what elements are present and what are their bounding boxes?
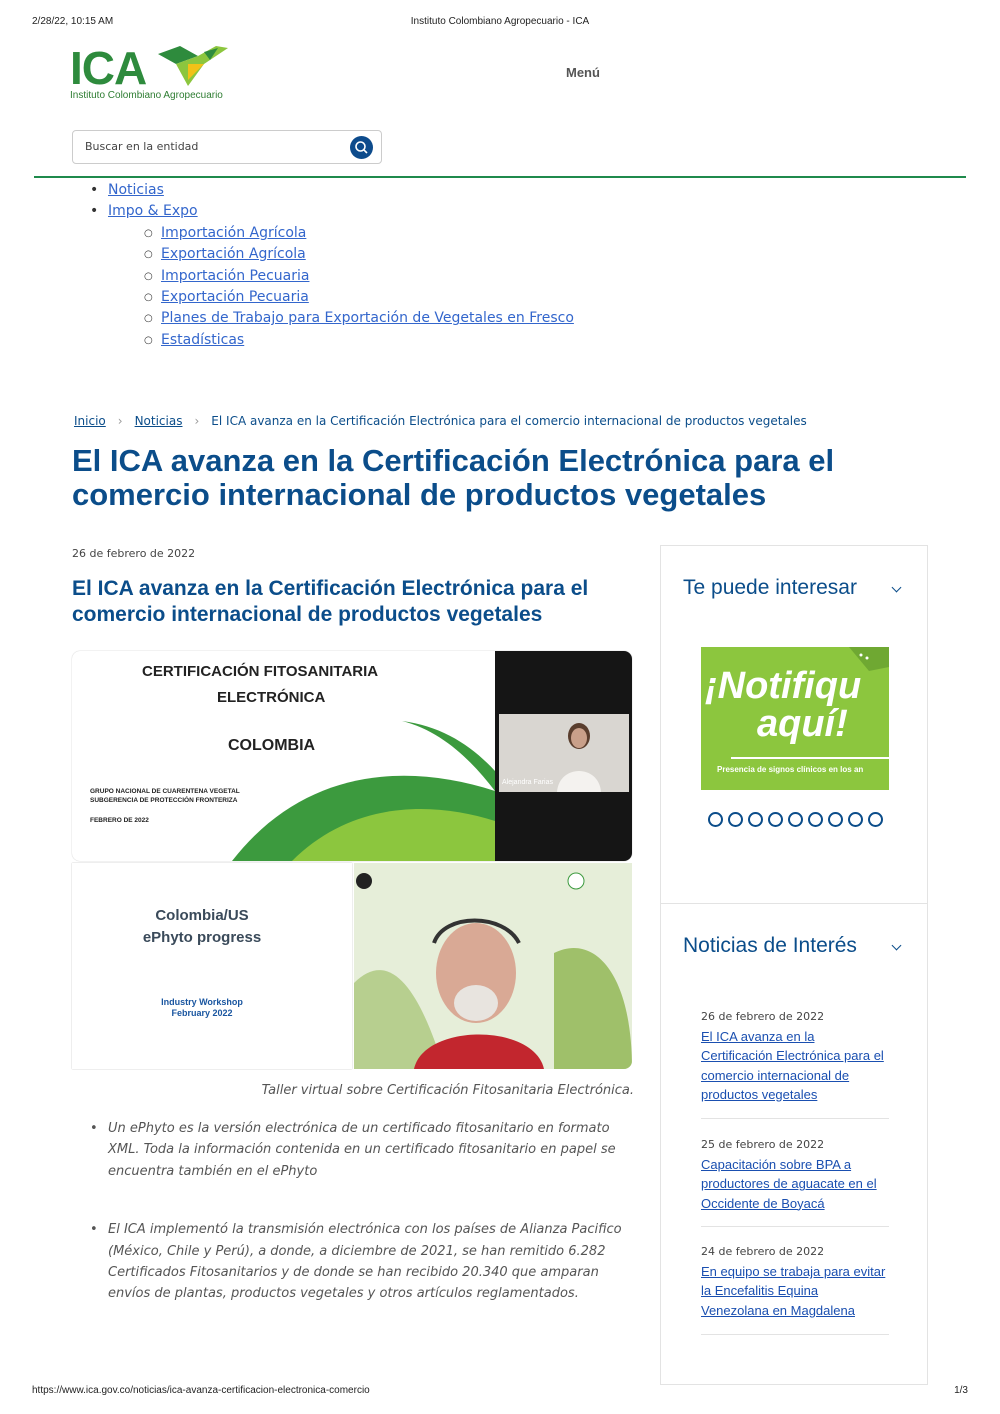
- breadcrumb: [74, 414, 807, 428]
- news-date: 24 de febrero de 2022: [701, 1245, 825, 1258]
- chevron-right-icon: ›: [194, 414, 200, 428]
- news-date: 26 de febrero de 2022: [701, 1010, 825, 1023]
- speaker-illustration: [354, 863, 632, 1069]
- chevron-down-icon[interactable]: [892, 941, 902, 951]
- slide-ephyto: [72, 863, 352, 1069]
- print-datetime: 2/28/22, 10:15 AM: [32, 16, 114, 27]
- nav-item-noticias: [90, 180, 574, 201]
- nav-link-importacion-agricola[interactable]: Importación Agrícola: [161, 224, 307, 241]
- search-input[interactable]: [83, 139, 337, 154]
- logo-text: ICA: [70, 42, 147, 94]
- slide2-event: [72, 997, 332, 1019]
- news-item: [701, 1010, 889, 1104]
- nav-subitem: [108, 223, 574, 244]
- print-footer: [32, 1385, 968, 1396]
- sidebar: [660, 545, 928, 1385]
- banner-line1: ¡Notifiqu: [705, 665, 862, 707]
- carousel-dot[interactable]: [728, 812, 743, 827]
- article-date: 26 de febrero de 2022: [72, 547, 196, 560]
- participant-name: Alejandra Farias: [502, 779, 553, 786]
- slide1-date: FEBRERO DE 2022: [90, 817, 149, 824]
- news-date: 25 de febrero de 2022: [701, 1138, 825, 1151]
- page-title: El ICA avanza en la Certificación Electrónica para el comercio internacional de productos vegetales: [72, 443, 835, 512]
- slide1-group-line2: SUBGERENCIA DE PROTECCIÓN FRONTERIZA: [90, 797, 238, 804]
- carousel-dot[interactable]: [868, 812, 883, 827]
- search-icon: [350, 136, 373, 159]
- notification-banner[interactable]: [701, 647, 889, 790]
- news-link[interactable]: En equipo se trabaja para evitar la Encefalitis Equina Venezolana en Magdalena: [701, 1264, 886, 1318]
- ica-logo[interactable]: [70, 42, 240, 104]
- nav-link-estadisticas[interactable]: Estadísticas: [161, 331, 245, 348]
- nav-link-planes-trabajo[interactable]: Planes de Trabajo para Exportación de Vegetales en Fresco: [161, 310, 574, 327]
- slide1-group: [90, 787, 240, 805]
- header-divider: [34, 176, 966, 178]
- logo-mark-icon: [158, 46, 228, 86]
- print-page-count: 1/3: [954, 1385, 968, 1396]
- breadcrumb-home[interactable]: Inicio: [74, 414, 106, 428]
- banner-line2: aquí!: [757, 703, 848, 745]
- list-item: • Un ePhyto es la versión electrónica de un certificado fitosanitario en formato XML. Toda la información contenida en un certificado fitosanitario en papel se encuentra también en el ePhyto: [90, 1118, 638, 1182]
- print-url: https://www.ica.gov.co/noticias/ica-avanza-certificacion-electronica-comercio: [32, 1385, 370, 1396]
- slide2-heading-line1: Colombia/US: [155, 907, 249, 924]
- sidebar-interest-heading[interactable]: Te puede interesar: [683, 576, 857, 599]
- menu-button[interactable]: Menú: [566, 65, 600, 80]
- news-divider: [701, 1226, 889, 1227]
- carousel-dot[interactable]: [748, 812, 763, 827]
- article-image: [72, 651, 632, 1069]
- slide2-heading-line2: ePhyto progress: [142, 929, 262, 946]
- image-caption: Taller virtual sobre Certificación Fitosanitaria Electrónica.: [261, 1083, 634, 1098]
- carousel-dots: [701, 808, 889, 835]
- chevron-right-icon: ›: [117, 414, 123, 428]
- carousel-dot[interactable]: [828, 812, 843, 827]
- news-divider: [701, 1118, 889, 1119]
- banner-line3: Presencia de signos clínicos en los an: [717, 765, 864, 774]
- nav-link-impo-expo[interactable]: Impo & Expo: [108, 203, 198, 220]
- nav-link-exportacion-pecuaria[interactable]: Exportación Pecuaria: [161, 289, 309, 306]
- print-page-title: Instituto Colombiano Agropecuario - ICA: [410, 16, 590, 27]
- carousel-dot[interactable]: [768, 812, 783, 827]
- slide1-heading-line2: ELECTRÓNICA: [217, 689, 326, 706]
- carousel-dot[interactable]: [708, 812, 723, 827]
- article-subtitle: El ICA avanza en la Certificación Electrónica para el comercio internacional de productos vegetales: [72, 577, 589, 626]
- breadcrumb-section[interactable]: Noticias: [134, 414, 183, 428]
- search-button[interactable]: [350, 136, 373, 159]
- search-box: [72, 130, 382, 164]
- slide2-event-line1: Industry Workshop: [161, 997, 243, 1007]
- logo-subtitle: Instituto Colombiano Agropecuario: [70, 90, 223, 101]
- nav-subitem: [108, 244, 574, 265]
- news-item: [701, 1138, 889, 1213]
- slide1-country: COLOMBIA: [228, 737, 316, 754]
- nav-link-noticias[interactable]: Noticias: [108, 182, 164, 198]
- speaker-video: [354, 863, 632, 1069]
- slide-wave-decoration: [72, 651, 495, 861]
- slide2-heading: [72, 905, 332, 949]
- news-link[interactable]: El ICA avanza en la Certificación Electrónica para el comercio internacional de productos vegetales: [701, 1029, 884, 1102]
- nav-subitem: [108, 308, 574, 329]
- news-link[interactable]: Capacitación sobre BPA a productores de aguacate en el Occidente de Boyacá: [701, 1157, 877, 1211]
- slide1-heading-line1: CERTIFICACIÓN FITOSANITARIA: [142, 663, 379, 680]
- breadcrumb-current: El ICA avanza en la Certificación Electrónica para el comercio internacional de productos vegetales: [211, 414, 807, 428]
- chevron-down-icon[interactable]: [892, 583, 902, 593]
- nav-item-impo-expo: [90, 201, 574, 351]
- main-nav: [90, 180, 574, 351]
- list-item: • El ICA implementó la transmisión electrónica con los países de Alianza Pacifico (México, Chile y Perú), a donde, a diciembre de 2021, se han remitido 6.282 Certificados Fitosanitarios y de donde se han recibido 20.340 que amparan envíos de plantas, productos vegetales y otros artículos reglamentados.: [90, 1219, 638, 1305]
- nav-subitem: [108, 266, 574, 287]
- nav-subitem: [108, 287, 574, 308]
- banner-rule: [731, 757, 889, 759]
- slide-certificacion: [72, 651, 632, 861]
- sidebar-divider: [661, 903, 927, 904]
- slide2-event-line2: February 2022: [171, 1008, 233, 1018]
- nav-link-exportacion-agricola[interactable]: Exportación Agrícola: [161, 246, 306, 263]
- nav-link-importacion-pecuaria[interactable]: Importación Pecuaria: [161, 267, 310, 284]
- news-item: [701, 1245, 889, 1320]
- carousel-dot[interactable]: [788, 812, 803, 827]
- nav-subitem: [108, 330, 574, 351]
- article-bullets: [90, 1118, 638, 1342]
- carousel-dot[interactable]: [808, 812, 823, 827]
- carousel-dot[interactable]: [848, 812, 863, 827]
- sidebar-news-heading[interactable]: Noticias de Interés: [683, 934, 857, 957]
- slide1-group-line1: GRUPO NACIONAL DE CUARENTENA VEGETAL: [90, 788, 240, 795]
- news-divider: [701, 1334, 889, 1335]
